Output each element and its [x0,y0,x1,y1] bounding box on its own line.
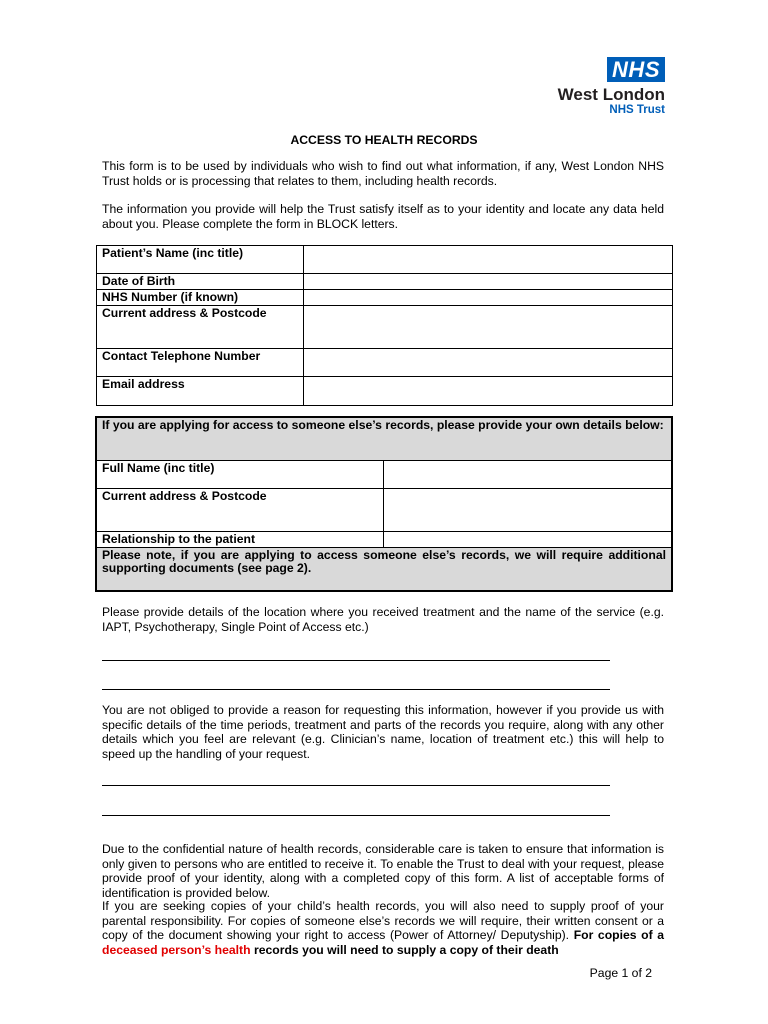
instructions-paragraph: The information you provide will help the Trust satisfy itself as to your identity and locate any data held about you. Please complete the form in BLOCK letters. [102,202,664,231]
nhs-logo-mark: NHS [607,57,665,82]
dob-field[interactable] [304,274,673,290]
location-answer-line-2[interactable] [102,689,610,690]
reason-paragraph: You are not obliged to provide a reason for requesting this information, however if you provide us with specific details of the time periods, treatment and parts of the records you require, along with any other details which you feel are relevant (e.g. Clinician’s name, location of treatment etc.) this will help to speed up the handling of your request. [102,703,664,761]
patient-address-label: Current address & Postcode [97,306,304,349]
details-answer-line-2[interactable] [102,815,610,816]
applicant-address-field[interactable] [384,488,673,531]
patient-name-field[interactable] [304,246,673,274]
email-label: Email address [97,377,304,406]
details-answer-line-1[interactable] [102,785,610,786]
nhs-number-label: NHS Number (if known) [97,290,304,306]
deceased-records-text-a: For copies of a [573,928,665,942]
telephone-field[interactable] [304,349,673,377]
applicant-name-field[interactable] [384,460,673,488]
deceased-records-text-b: records you will need to supply a copy of their death [253,942,559,957]
supporting-documents-note: Please note, if you are applying to access someone else’s records, we will require additional supporting documents (see page 2). [96,547,672,591]
confidentiality-paragraph: Due to the confidential nature of health records, considerable care is taken to ensure that information is only given to persons who are entitled to receive it. To enable the Trust to deal with your request, please provide proof of your identity, along with a completed copy of this form. A list of acceptable forms of identification is provided below. [102,842,664,900]
telephone-label: Contact Telephone Number [97,349,304,377]
trust-name: West London [557,85,665,104]
applicant-section-header: If you are applying for access to someone else’s records, please provide your own details below: [96,417,672,460]
child-records-text: If you are seeking copies of your child’s health records, you will also need to supply proof of your parental responsibility. For copies of someone else’s records we will require, their written consent or a copy of the document showing your right to access (Power of Attorney/ Deputyship). [102,899,664,942]
dob-label: Date of Birth [97,274,304,290]
trust-subtitle: NHS Trust [609,104,665,116]
child-records-paragraph [102,899,664,957]
applicant-details-table [95,416,673,592]
applicant-address-label: Current address & Postcode [96,488,384,531]
location-answer-line-1[interactable] [102,660,610,661]
email-field[interactable] [304,377,673,406]
deceased-records-highlight: deceased person’s health [102,942,251,957]
applicant-name-label: Full Name (inc title) [96,460,384,488]
patient-address-field[interactable] [304,306,673,349]
nhs-number-field[interactable] [304,290,673,306]
intro-paragraph: This form is to be used by individuals who wish to find out what information, if any, West London NHS Trust holds or is processing that relates to them, including health records. [102,159,664,188]
nhs-logo [558,57,665,117]
location-instructions: Please provide details of the location where you received treatment and the name of the service (e.g. IAPT, Psychotherapy, Single Point of Access etc.) [102,605,664,634]
form-title: ACCESS TO HEALTH RECORDS [290,133,478,147]
patient-details-table [96,245,673,406]
relationship-label: Relationship to the patient [96,531,384,547]
patient-name-label: Patient’s Name (inc title) [97,246,304,274]
page-number: Page 1 of 2 [589,966,652,980]
relationship-field[interactable] [384,531,673,547]
